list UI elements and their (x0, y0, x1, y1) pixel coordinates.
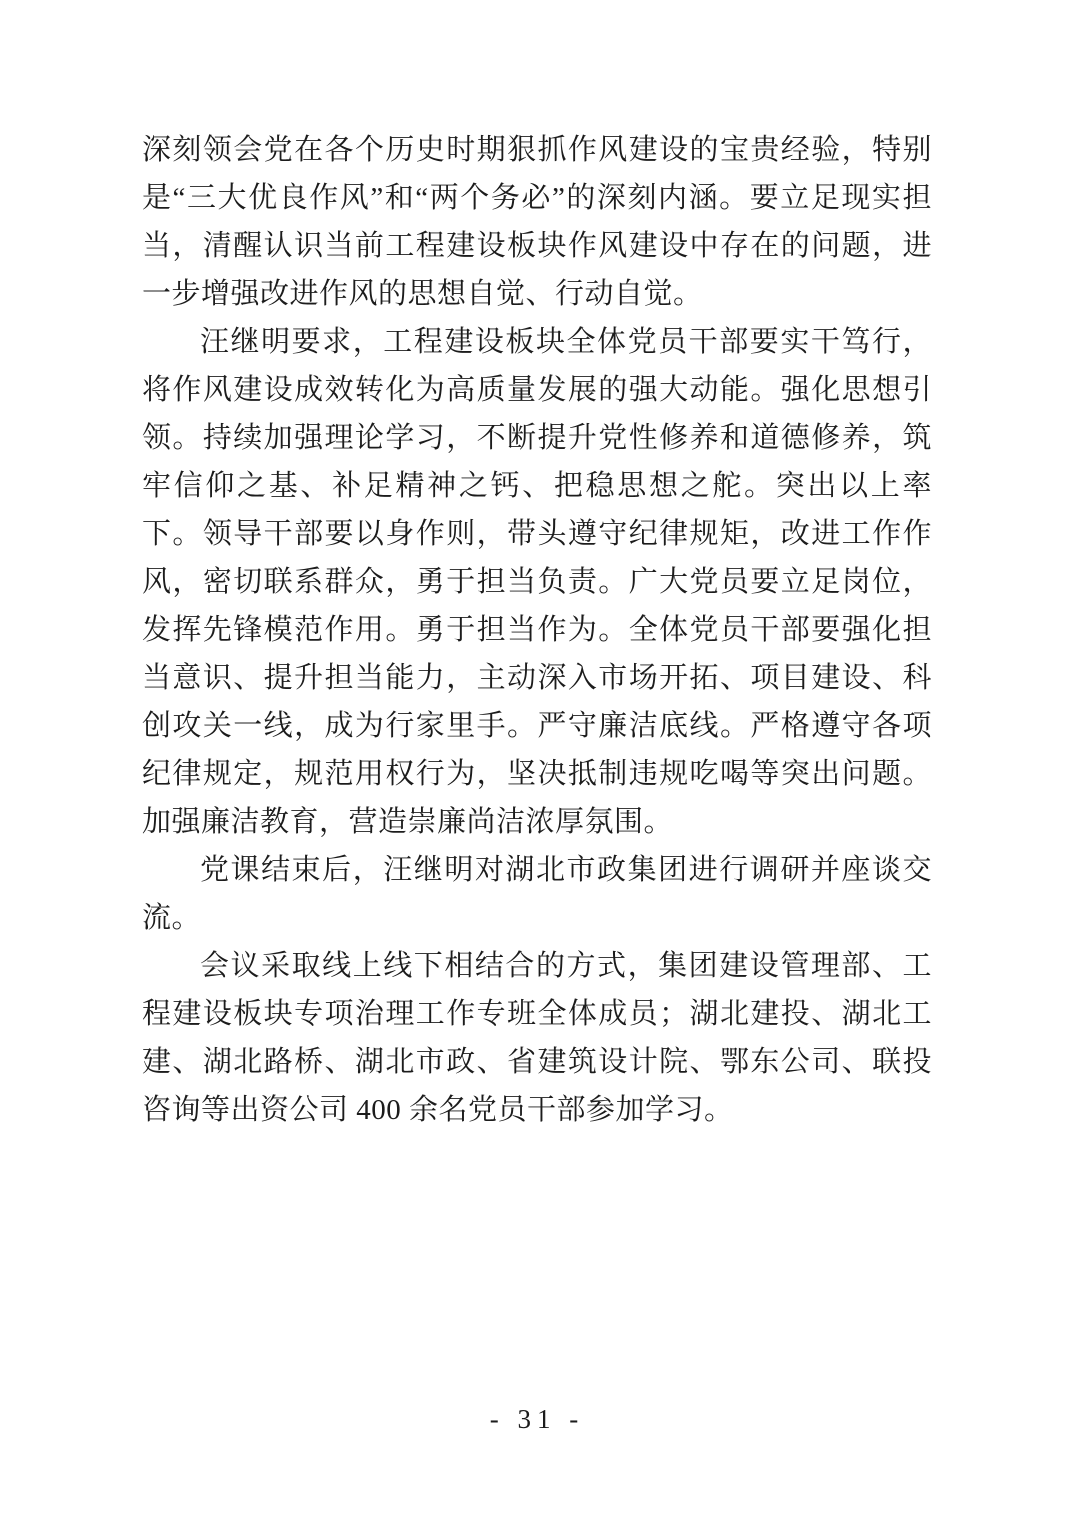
paragraph-attendees: 会议采取线上线下相结合的方式，集团建设管理部、工程建设板块专项治理工作专班全体成员；湖北建投、湖北工建、湖北路桥、湖北市政、省建筑设计院、鄂东公司、联投咨询等出资公司 400 余名党员干部参加学习。 (142, 950, 932, 1126)
paragraph-requirements: 汪继明要求，工程建设板块全体党员干部要实干笃行，将作风建设成效转化为高质量发展的强大动能。强化思想引领。持续加强理论学习，不断提升党性修养和道德修养，筑牢信仰之基、补足精神之钙、把稳思想之舵。突出以上率下。领导干部要以身作则，带头遵守纪律规矩，改进工作作风，密切联系群众，勇于担当负责。广大党员要立足岗位，发挥先锋模范作用。勇于担当作为。全体党员干部要强化担当意识、提升担当能力，主动深入市场开拓、项目建设、科创攻关一线，成为行家里手。严守廉洁底线。严格遵守各项纪律规定，规范用权行为，坚决抵制违规吃喝等突出问题。加强廉洁教育，营造崇廉尚洁浓厚氛围。 (142, 326, 932, 838)
paragraph-continuation: 深刻领会党在各个历史时期狠抓作风建设的宝贵经验，特别是“三大优良作风”和“两个务必”的深刻内涵。要立足现实担当，清醒认识当前工程建设板块作风建设中存在的问题，进一步增强改进作风的思想自觉、行动自觉。 (142, 134, 932, 310)
page-number: - 31 - (489, 1404, 585, 1434)
paragraph-research-visit: 党课结束后，汪继明对湖北市政集团进行调研并座谈交流。 (142, 854, 932, 934)
body-text-block (142, 126, 932, 1134)
